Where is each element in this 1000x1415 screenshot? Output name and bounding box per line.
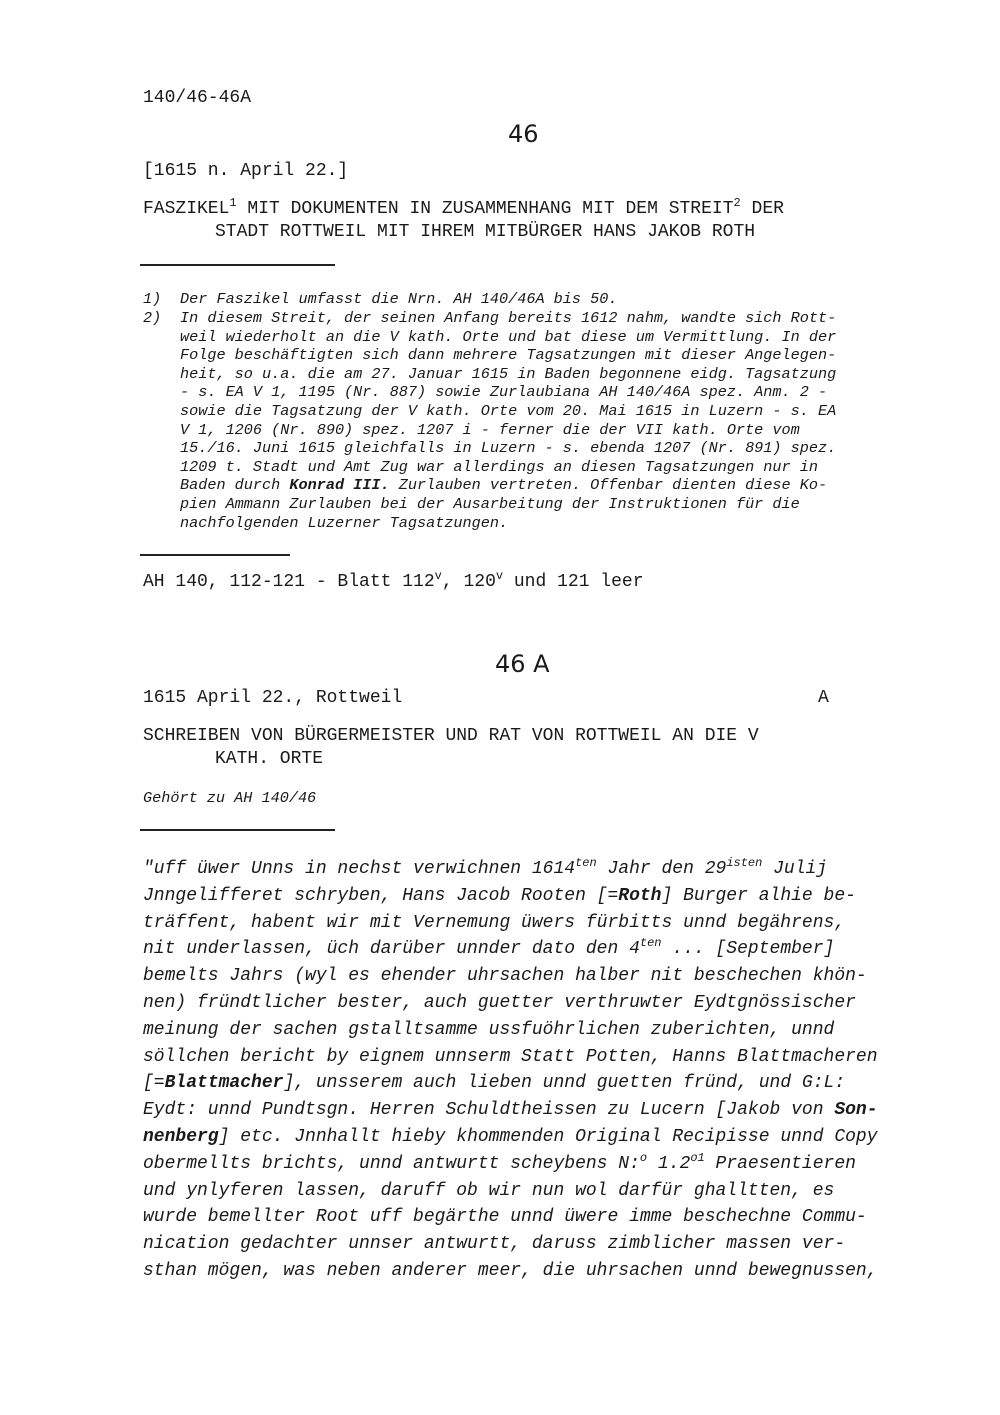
footnote-line: Baden durch Konrad III. Zurlauben vertreten. Offenbar dienten diese Ko- (180, 476, 828, 495)
body-line: nication gedachter unnser antwurtt, daruss zimblicher massen ver- (143, 1234, 846, 1255)
body-divider (140, 829, 335, 831)
footnote-line: V 1, 1206 (Nr. 890) spez. 1207 i - ferner die der VII kath. Orte vom (180, 420, 800, 439)
footnote-line: nachfolgenden Luzerner Tagsatzungen. (180, 513, 509, 532)
footnote-line: pien Ammann Zurlauben bei der Ausarbeitung der Instruktionen für die (180, 494, 800, 513)
name-sonnenberg-part-2: nenberg (143, 1126, 219, 1147)
footnote-divider (140, 264, 335, 266)
footnote-line: sowie die Tagsatzung der V kath. Orte vom 20. Mai 1615 in Luzern - s. EA (180, 401, 837, 420)
name-roth: Roth (618, 885, 662, 906)
source-reference: AH 140, 112-121 - Blatt 112$^v$, 120$^v$ und 121 leer (143, 569, 644, 592)
body-line: nit underlassen, üch darüber unnder dato den $4^{ten}$ ... [September] (143, 936, 835, 960)
footnote-line: Folge beschäftigten sich dann mehrere Tagsatzungen mit dieser Angelegen- (180, 346, 837, 365)
body-line: nen) fründtlicher bester, auch guetter verthruwter Eydtgnössischer (143, 992, 856, 1013)
document-a-number: 46 A (495, 650, 550, 678)
footnote-line: weil wiederholt an die V kath. Orte und bat diese um Vermittlung. In der (180, 327, 837, 346)
body-line: wurde bemellter Root uff begärthe unnd üwere imme beschechne Commu- (143, 1207, 867, 1228)
name-konrad-iii: Konrad III. (289, 476, 390, 495)
body-line: "uff üwer Unns in nechst verwichnen $1614^{ten}$ Jahr den $29^{isten}$ Julij (143, 856, 828, 879)
body-line: Jnngelifferet schryben, Hans Jacob Rooten [=Roth] Burger alhie be- (143, 885, 856, 906)
footnote-line: In diesem Streit, der seinen Anfang bereits 1612 nahm, wandte sich Rott- (180, 309, 837, 327)
body-line: obermellts brichts, unnd antwurtt scheybens N:$^o$ $1.2^{o1}$ Praesentieren (143, 1150, 856, 1174)
footnote-number-1: 1) (143, 290, 162, 308)
source-divider (140, 554, 290, 556)
document-number: 46 (508, 120, 539, 148)
footnote-line: heit, so u.a. die am 27. Januar 1615 in Baden begonnene eidg. Tagsatzung (180, 364, 837, 383)
footnote-line: 1209 t. Stadt und Amt Zug war allerdings an diesen Tagsatzungen nur in (180, 457, 818, 476)
footnote-line: - s. EA V 1, 1195 (Nr. 887) sowie Zurlaubiana AH 140/46A spez. Anm. 2 - (180, 383, 828, 402)
body-line: nenberg] etc. Jnnhallt hieby khommenden Original Recipisse unnd Copy (143, 1126, 878, 1147)
document-a-letter: A (818, 688, 829, 708)
belongs-to-note: Gehört zu AH 140/46 (143, 789, 317, 807)
body-line: und ynlyferen lassen, daruff ob wir nun wol darfür ghalltten, es (143, 1180, 835, 1201)
body-line: meinung der sachen gstalltsamme ussfuöhrlichen zuberichten, unnd (143, 1019, 835, 1040)
footnote-1 (180, 290, 940, 309)
footnote-line: 15./16. Juni 1615 gleichfalls in Luzern - s. ebenda 1207 (Nr. 891) spez. (180, 439, 837, 458)
body-line: Eydt: unnd Pundtsgn. Herren Schuldtheissen zu Lucern [Jakob von Son- (143, 1100, 878, 1121)
footnote-number-2: 2) (143, 309, 162, 327)
document-a-title-line-2: KATH. ORTE (215, 749, 324, 769)
footnote-2 (180, 309, 940, 532)
document-title-line-1: FASZIKEL$^1$ MIT DOKUMENTEN IN ZUSAMMENHANG MIT DEM STREIT$^2$ DER (143, 196, 784, 219)
document-date: [1615 n. April 22.] (143, 161, 349, 181)
footnote-ref-2: 2 (733, 196, 741, 210)
document-a-date-place: 1615 April 22., Rottweil (143, 688, 403, 708)
footnote-line: Der Faszikel umfasst die Nrn. AH 140/46A bis 50. (180, 290, 618, 308)
body-line: bemelts Jahrs (wyl es ehender uhrsachen halber nit beschechen khön- (143, 966, 867, 987)
document-a-title-line-1: SCHREIBEN VON BÜRGERMEISTER UND RAT VON ROTTWEIL AN DIE V (143, 726, 759, 746)
document-reference: 140/46-46A (143, 88, 252, 108)
transcription-body (143, 856, 878, 1285)
document-title-line-2: STADT ROTTWEIL MIT IHREM MITBÜRGER HANS JAKOB ROTH (215, 222, 756, 242)
body-line: [=Blattmacher], unsserem auch lieben unnd guetten fründ, und G:L: (143, 1073, 846, 1094)
body-line: sthan mögen, was neben anderer meer, die uhrsachen unnd bewegnussen, (143, 1260, 878, 1281)
footnote-ref-1: 1 (229, 196, 237, 210)
body-line: söllchen bericht by eignem unnserm Statt Potten, Hanns Blattmacheren (143, 1046, 878, 1067)
name-blattmacher: Blattmacher (164, 1073, 284, 1094)
body-line: träffent, habent wir mit Vernemung üwers fürbitts unnd begährens, (143, 912, 846, 933)
name-sonnenberg-part-1: Son- (834, 1100, 878, 1121)
